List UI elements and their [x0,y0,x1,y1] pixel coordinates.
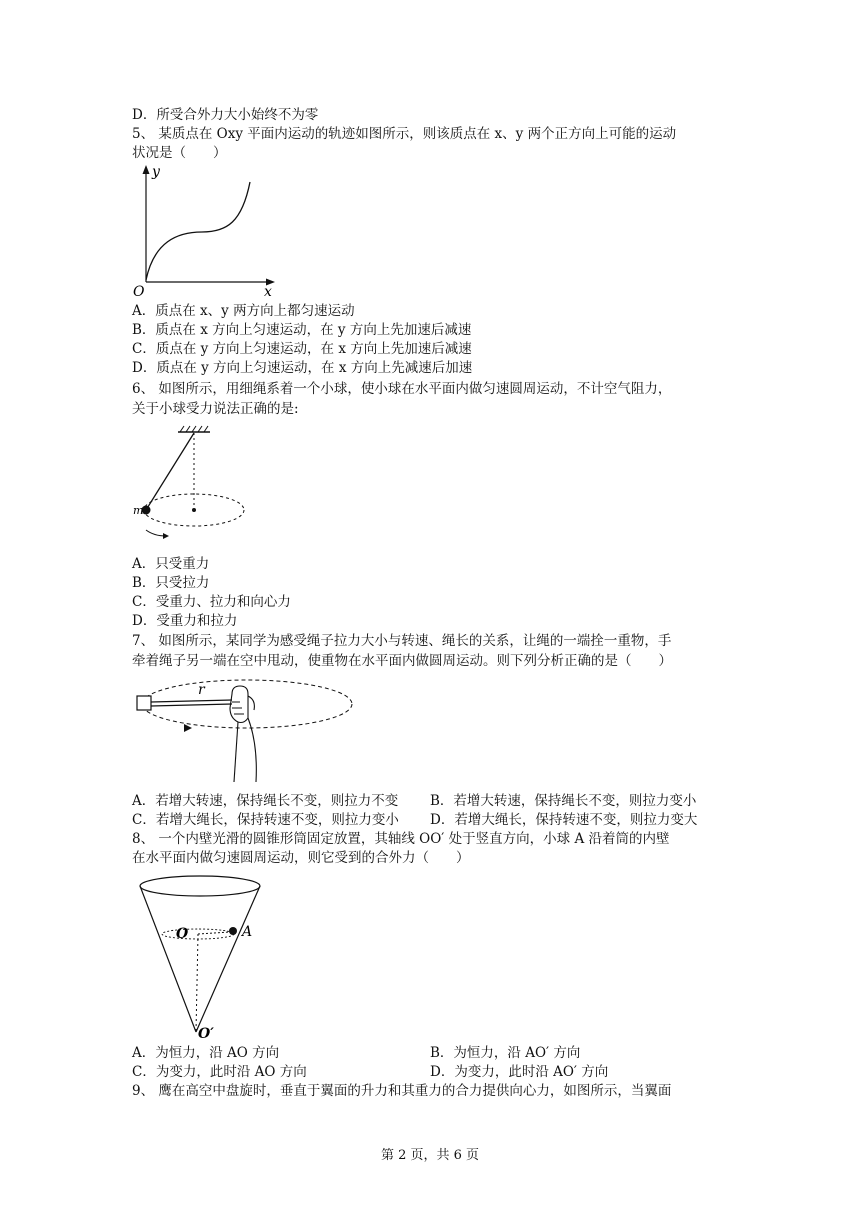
q5-trajectory-figure [132,162,282,300]
q8-option-b: B．为恒力，沿 AO′ 方向 [430,1045,581,1061]
radius-line [198,932,231,934]
origin-label: O [133,284,145,300]
hand [230,686,256,782]
q7-option-b: B．若增大转速，保持绳长不变，则拉力变小 [430,793,697,809]
rope-bottom [151,704,232,706]
q6-option-c: C．受重力、拉力和向心力 [132,594,291,610]
mass-label: m [133,504,144,517]
q7-option-c: C．若增大绳长，保持转速不变，则拉力变小 [132,812,399,828]
page-footer: 第 2 页，共 6 页 [380,1148,480,1163]
q8-stem-line1: 8、 一个内壁光滑的圆锥形筒固定放置，其轴线 OO′ 处于竖直方向，小球 A 沿着筒的内壁 [132,831,670,847]
cone-right-side [196,886,260,1032]
prev-option-d: D．所受合外力大小始终不为零 [132,107,319,123]
q5-option-d: D．质点在 y 方向上匀速运动，在 x 方向上先减速后加速 [132,360,473,376]
trajectory-curve [146,182,250,280]
q9-stem-line1: 9、 鹰在高空中盘旋时，垂直于翼面的升力和其重力的合力提供向心力，如图所示，当翼面 [132,1083,672,1099]
q6-option-b: B．只受拉力 [132,575,210,591]
q6-stem-line2: 关于小球受力说法正确的是: [132,401,299,417]
axis-dotted [196,934,198,1032]
q5-option-a: A．质点在 x、y 两方向上都匀速运动 [132,303,355,319]
label-a: A [242,924,253,940]
y-axis-arrow [143,165,150,174]
q7-option-d: D．若增大绳长，保持转速不变，则拉力变大 [430,812,698,828]
q6-option-a: A．只受重力 [132,556,210,572]
ceiling-hatch [180,426,208,432]
string [146,433,194,510]
q8-cone-figure [138,872,268,1042]
q5-option-c: C．质点在 y 方向上匀速运动，在 x 方向上先加速后减速 [132,341,472,357]
q7-rope-swing-figure [132,674,362,786]
q6-option-d: D．受重力和拉力 [132,613,238,629]
q7-stem-line1: 7、 如图所示，某同学为感受绳子拉力大小与转速、绳长的关系，让绳的一端拴一重物，手 [132,633,672,649]
cone-rim [140,876,260,896]
center-dot [192,508,196,512]
circular-path [142,680,352,728]
q6-stem-line1: 6、 如图所示，用细绳系着一个小球，使小球在水平面内做匀速圆周运动，不计空气阻力， [132,381,672,397]
q7-stem-line2: 牵着绳子另一端在空中甩动，使重物在水平面内做圆周运动。则下列分析正确的是（ ） [132,653,672,669]
x-axis-label: x [264,284,272,300]
q8-option-c: C．为变力，此时沿 AO 方向 [132,1064,307,1080]
q8-stem-line2: 在水平面内做匀速圆周运动，则它受到的合外力（ ） [132,850,470,866]
q5-stem-line2: 状况是（ ） [132,145,227,161]
q8-option-d: D．为变力，此时沿 AO′ 方向 [430,1064,609,1080]
q5-option-b: B．质点在 x 方向上匀速运动，在 y 方向上先加速后减速 [132,322,472,338]
direction-arrow [184,724,192,732]
motion-arrowhead [163,533,169,539]
y-axis-label: y [152,164,160,180]
label-o-prime: O′ [198,1026,214,1042]
q7-option-a: A．若增大转速，保持绳长不变，则拉力不变 [132,793,399,809]
radius-label: r [198,682,205,698]
q5-stem-line1: 5、 某质点在 Oxy 平面内运动的轨迹如图所示，则该质点在 x、y 两个正方向上可能的运动 [132,126,677,142]
q8-option-a: A．为恒力，沿 AO 方向 [132,1045,280,1061]
label-o: O [176,926,189,942]
rope-top [151,700,232,702]
weight [137,696,151,710]
ball-a [229,927,237,935]
q6-conical-pendulum-figure [132,424,272,546]
cone-left-side [140,886,196,1032]
